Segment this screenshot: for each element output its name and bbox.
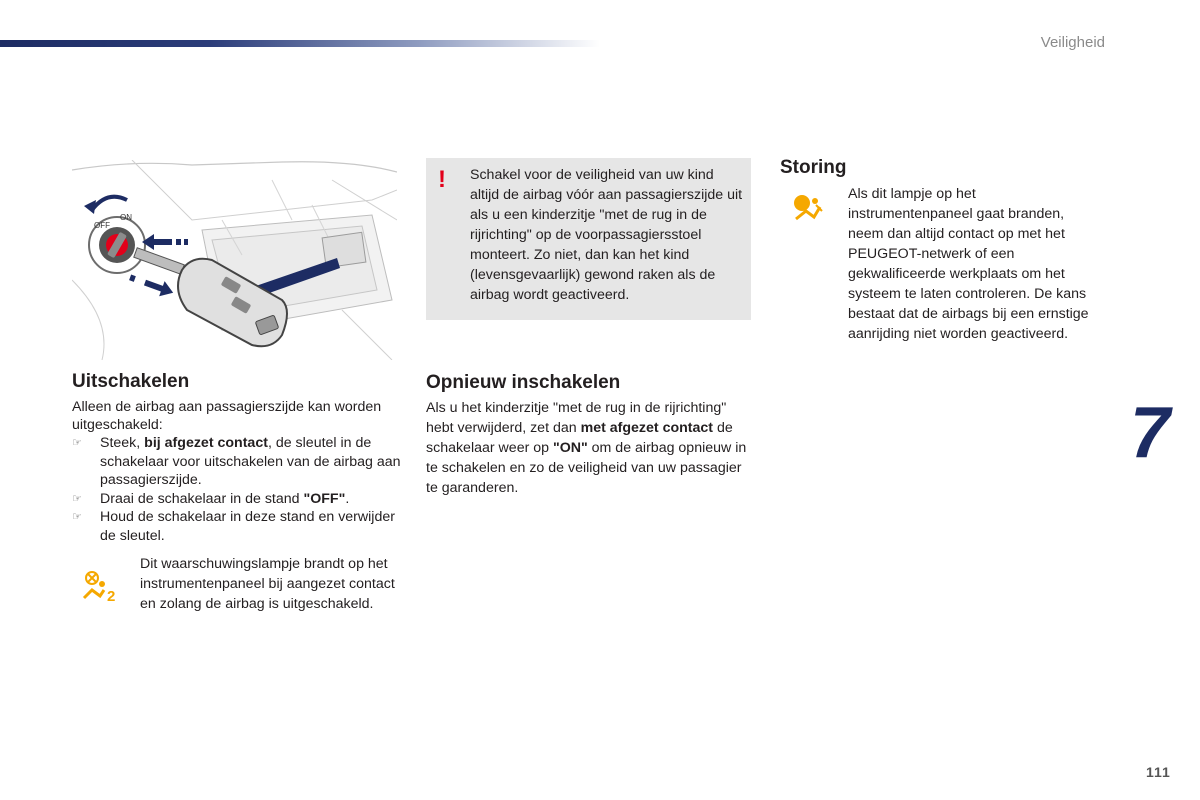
uitschakelen-heading: Uitschakelen — [72, 371, 190, 392]
list-item: ☞ Steek, bij afgezet contact, de sleutel in de schakelaar voor uitschakelen van de airbag aan passagierszijde. — [72, 435, 401, 488]
exclamation-icon: ! — [438, 166, 446, 193]
chapter-number: 7 — [1130, 393, 1169, 473]
uitschakelen-steps — [72, 434, 402, 545]
opnieuw-heading: Opnieuw inschakelen — [426, 372, 621, 393]
header-gradient-bar — [0, 40, 600, 47]
warning-box — [426, 158, 751, 320]
warning-text: Schakel voor de veiligheid van uw kind altijd de airbag vóór aan passagierszijde uit als u een kinderzitje "met de rug in de rijrichting" op de voorpassagiersstoel monteert. Zo niet, dan kan het kind (levensgevaarlijk) gewond raken als de airbag wordt geactiveerd. — [470, 167, 743, 303]
airbag-switch-illustration — [72, 160, 397, 360]
bullet-icon: ☞ — [72, 511, 82, 523]
switch-on-label: ON — [120, 213, 132, 222]
section-title: Veiligheid — [1040, 34, 1105, 51]
storing-heading: Storing — [780, 157, 847, 178]
lamp-description: Dit waarschuwingslampje brandt op het instrumentenpaneel bij aangezet contact en zolang de airbag is uitgeschakeld. — [140, 556, 395, 612]
airbag-fault-lamp-icon — [792, 193, 828, 221]
bullet-icon: ☞ — [72, 492, 82, 505]
page-number: 111 — [1146, 764, 1171, 780]
storing-text: Als dit lampje op het instrumentenpaneel gaat branden, neem dan altijd contact op met het PEUGEOT-netwerk of een gekwalificeerde werkplaats om het systeem te laten controleren. De kans bestaat dat de airbags bij een ernstige aanrijding niet worden geactiveerd. — [848, 186, 1089, 342]
svg-text:2: 2 — [107, 588, 116, 604]
bullet-icon: ☞ — [72, 437, 82, 449]
list-item: ☞ Draai de schakelaar in de stand "OFF". — [72, 490, 350, 507]
uitschakelen-intro: Alleen de airbag aan passagierszijde kan worden uitgeschakeld: — [72, 399, 382, 433]
switch-off-label: OFF — [94, 221, 110, 230]
list-item: ☞ Houd de schakelaar in deze stand en verwijder de sleutel. — [72, 509, 395, 544]
airbag-off-lamp-icon — [82, 570, 122, 604]
uitschakelen-body — [72, 398, 402, 545]
opnieuw-body: Als u het kinderzitje "met de rug in de rijrichting" hebt verwijderd, zet dan met afgezet contact de schakelaar weer op "ON" om de airbag opnieuw in te schakelen en zo de veiligheid van uw passagier te garanderen. — [426, 400, 747, 496]
